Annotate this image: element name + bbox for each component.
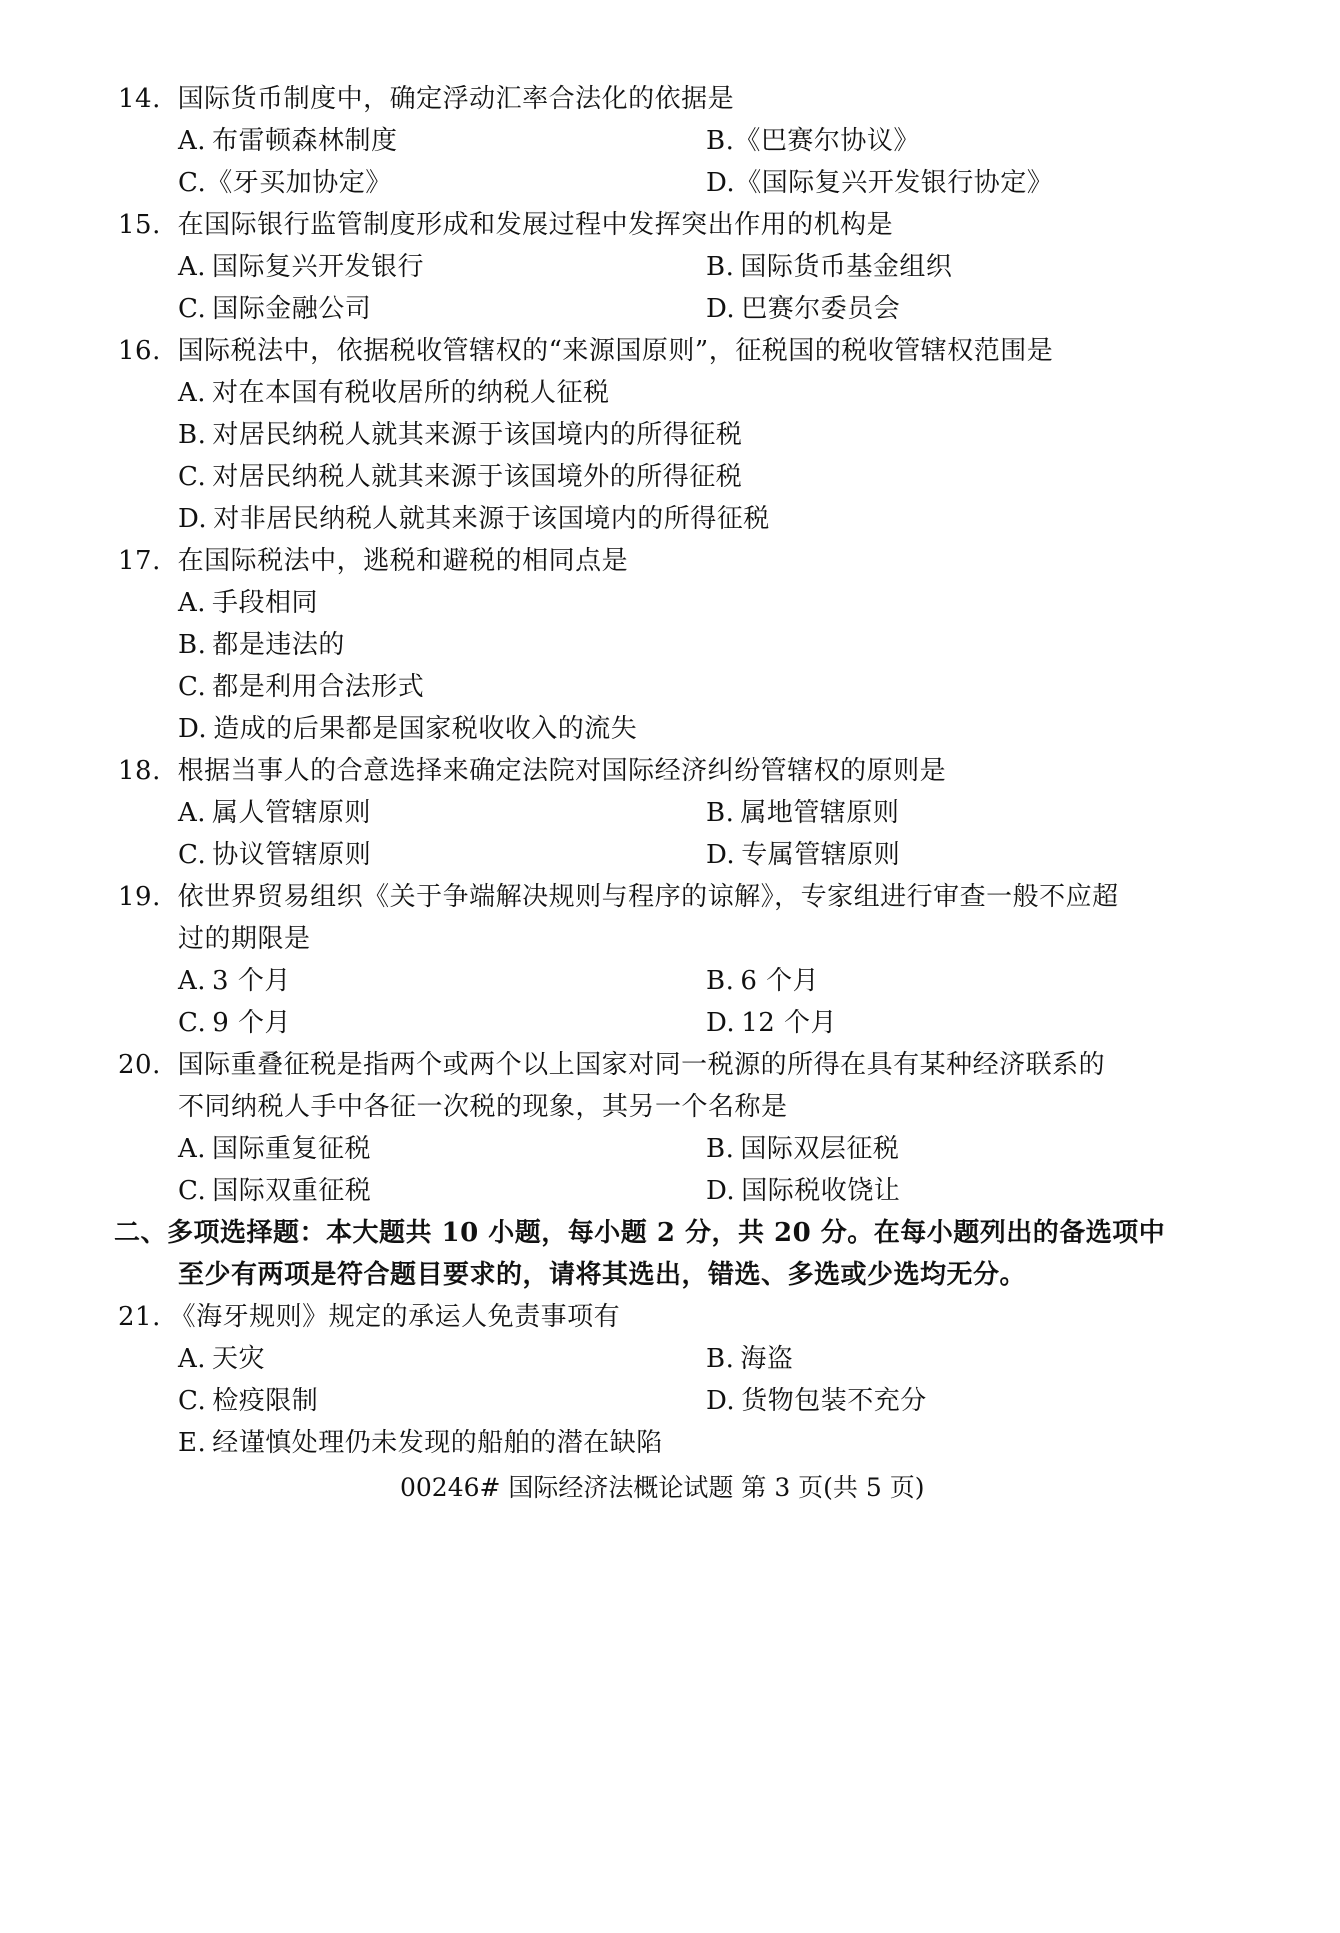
option-letter: B. — [178, 630, 207, 660]
question-17-option-c — [178, 670, 424, 704]
question-19-stem — [118, 880, 1119, 914]
option-text: 造成的后果都是国家税收收入的流失 — [213, 714, 638, 744]
question-17-option-b — [178, 628, 345, 662]
option-letter: C. — [178, 1386, 207, 1416]
option-text: 国际货币基金组织 — [740, 252, 953, 282]
option-text: 属地管辖原则 — [740, 798, 900, 828]
option-letter: C. — [178, 168, 207, 198]
option-letter: D. — [706, 168, 736, 198]
option-text: 布雷顿森林制度 — [212, 126, 398, 156]
question-14-option-a — [178, 124, 398, 158]
question-16-stem — [118, 334, 1053, 368]
option-text: 国际复兴开发银行 — [212, 252, 425, 282]
question-14-stem — [118, 82, 734, 116]
option-letter: C. — [178, 840, 207, 870]
question-number: 14. — [118, 84, 161, 114]
question-21-option-c — [178, 1384, 318, 1418]
section-2-heading — [114, 1216, 1165, 1250]
option-letter: B. — [706, 126, 735, 156]
option-letter: A. — [178, 1344, 207, 1374]
question-text: 依世界贸易组织《关于争端解决规则与程序的谅解》，专家组进行审查一般不应超 — [177, 882, 1119, 912]
option-letter: C. — [178, 462, 207, 492]
question-17-option-d — [178, 712, 637, 746]
question-14-option-c — [178, 166, 392, 200]
question-20-option-c — [178, 1174, 371, 1208]
option-letter: D. — [706, 1386, 736, 1416]
question-20-option-d — [706, 1174, 900, 1208]
option-letter: B. — [706, 1134, 735, 1164]
question-19-option-a — [178, 964, 291, 998]
option-letter: A. — [178, 588, 207, 618]
option-text: 都是利用合法形式 — [212, 672, 425, 702]
question-15-option-c — [178, 292, 371, 326]
option-letter: C. — [178, 294, 207, 324]
question-text: 国际税法中，依据税收管辖权的“来源国原则”，征税国的税收管辖权范围是 — [177, 336, 1054, 366]
option-text: 9 个月 — [212, 1008, 292, 1038]
option-text: 对非居民纳税人就其来源于该国境内的所得征税 — [213, 504, 770, 534]
option-letter: B. — [706, 966, 735, 996]
option-letter: B. — [706, 1344, 735, 1374]
option-letter: D. — [706, 1176, 736, 1206]
question-17-option-a — [178, 586, 318, 620]
option-letter: D. — [706, 1008, 736, 1038]
question-text: 根据当事人的合意选择来确定法院对国际经济纠纷管辖权的原则是 — [177, 756, 947, 786]
question-21-option-b — [706, 1342, 793, 1376]
question-number: 18. — [118, 756, 161, 786]
option-letter: E. — [178, 1428, 207, 1458]
question-number: 21. — [118, 1302, 161, 1332]
question-18-option-b — [706, 796, 899, 830]
option-letter: D. — [706, 294, 736, 324]
option-letter: C. — [178, 1008, 207, 1038]
option-text: 都是违法的 — [212, 630, 345, 660]
option-text: 国际双重征税 — [212, 1176, 372, 1206]
option-text: 《巴赛尔协议》 — [734, 126, 920, 156]
option-text: 国际税收饶让 — [741, 1176, 901, 1206]
option-letter: D. — [178, 504, 208, 534]
question-16-option-a — [178, 376, 610, 410]
question-16-option-b — [178, 418, 742, 452]
option-text: 检疫限制 — [212, 1386, 319, 1416]
question-20-option-b — [706, 1132, 899, 1166]
question-text: 在国际银行监管制度形成和发展过程中发挥突出作用的机构是 — [177, 210, 894, 240]
option-text: 12 个月 — [741, 1008, 838, 1038]
option-text: 6 个月 — [740, 966, 820, 996]
question-number: 20. — [118, 1050, 161, 1080]
question-text: 国际货币制度中，确定浮动汇率合法化的依据是 — [177, 84, 735, 114]
question-19-option-d — [706, 1006, 837, 1040]
option-text: 《牙买加协定》 — [206, 168, 392, 198]
section-heading-text: 二、多项选择题：本大题共 10 小题，每小题 2 分，共 20 分。在每小题列出的备选项中 — [114, 1218, 1166, 1248]
question-text: 在国际税法中，逃税和避税的相同点是 — [177, 546, 629, 576]
option-text: 国际重复征税 — [212, 1134, 372, 1164]
option-text: 属人管辖原则 — [212, 798, 372, 828]
option-text: 国际双层征税 — [740, 1134, 900, 1164]
question-21-option-e — [178, 1426, 663, 1460]
page-footer — [400, 1472, 924, 1504]
option-text: 天灾 — [212, 1344, 266, 1374]
option-text: 巴赛尔委员会 — [741, 294, 901, 324]
option-text: 海盗 — [740, 1344, 794, 1374]
question-21-stem — [118, 1300, 620, 1334]
question-number: 15. — [118, 210, 161, 240]
question-number: 17. — [118, 546, 161, 576]
option-text: 对居民纳税人就其来源于该国境外的所得征税 — [212, 462, 743, 492]
option-text: 对居民纳税人就其来源于该国境内的所得征税 — [212, 420, 743, 450]
option-letter: A. — [178, 1134, 207, 1164]
question-20-option-a — [178, 1132, 371, 1166]
option-text: 对在本国有税收居所的纳税人征税 — [212, 378, 610, 408]
section-2-heading-continuation — [178, 1258, 1026, 1292]
option-text: 手段相同 — [212, 588, 319, 618]
option-letter: A. — [178, 966, 207, 996]
question-15-option-a — [178, 250, 424, 284]
question-16-option-d — [178, 502, 770, 536]
question-15-option-d — [706, 292, 900, 326]
option-text: 专属管辖原则 — [741, 840, 901, 870]
question-14-option-d — [706, 166, 1053, 200]
option-letter: D. — [178, 714, 208, 744]
option-letter: D. — [706, 840, 736, 870]
question-text: 国际重叠征税是指两个或两个以上国家对同一税源的所得在具有某种经济联系的 — [177, 1050, 1106, 1080]
option-letter: A. — [178, 252, 207, 282]
question-21-option-a — [178, 1342, 265, 1376]
question-18-stem — [118, 754, 946, 788]
question-19-option-c — [178, 1006, 291, 1040]
option-text: 《国际复兴开发银行协定》 — [735, 168, 1054, 198]
option-text: 国际金融公司 — [212, 294, 372, 324]
question-15-option-b — [706, 250, 952, 284]
question-19-stem-continuation — [178, 922, 311, 956]
question-18-option-d — [706, 838, 900, 872]
question-text: 《海牙规则》规定的承运人免责事项有 — [169, 1302, 621, 1332]
option-letter: A. — [178, 126, 207, 156]
question-20-stem — [118, 1048, 1105, 1082]
option-letter: A. — [178, 798, 207, 828]
question-17-stem — [118, 544, 628, 578]
option-text: 货物包装不充分 — [741, 1386, 927, 1416]
option-letter: B. — [706, 252, 735, 282]
question-20-stem-continuation — [178, 1090, 788, 1124]
option-text: 3 个月 — [212, 966, 291, 996]
section-heading-text: 至少有两项是符合题目要求的，请将其选出，错选、多选或少选均无分。 — [178, 1260, 1027, 1290]
question-number: 16. — [118, 336, 161, 366]
question-14-option-b — [706, 124, 920, 158]
question-text: 过的期限是 — [178, 924, 311, 954]
option-text: 协议管辖原则 — [212, 840, 372, 870]
question-15-stem — [118, 208, 893, 242]
option-text: 经谨慎处理仍未发现的船舶的潜在缺陷 — [212, 1428, 663, 1458]
option-letter: B. — [706, 798, 735, 828]
option-letter: C. — [178, 1176, 207, 1206]
question-number: 19. — [118, 882, 161, 912]
question-18-option-c — [178, 838, 371, 872]
question-19-option-b — [706, 964, 819, 998]
footer-text: 00246# 国际经济法概论试题 第 3 页(共 5 页) — [400, 1473, 925, 1502]
question-16-option-c — [178, 460, 742, 494]
option-letter: A. — [178, 378, 207, 408]
question-18-option-a — [178, 796, 371, 830]
question-text: 不同纳税人手中各征一次税的现象，其另一个名称是 — [178, 1092, 788, 1122]
option-letter: C. — [178, 672, 207, 702]
option-letter: B. — [178, 420, 207, 450]
question-21-option-d — [706, 1384, 927, 1418]
